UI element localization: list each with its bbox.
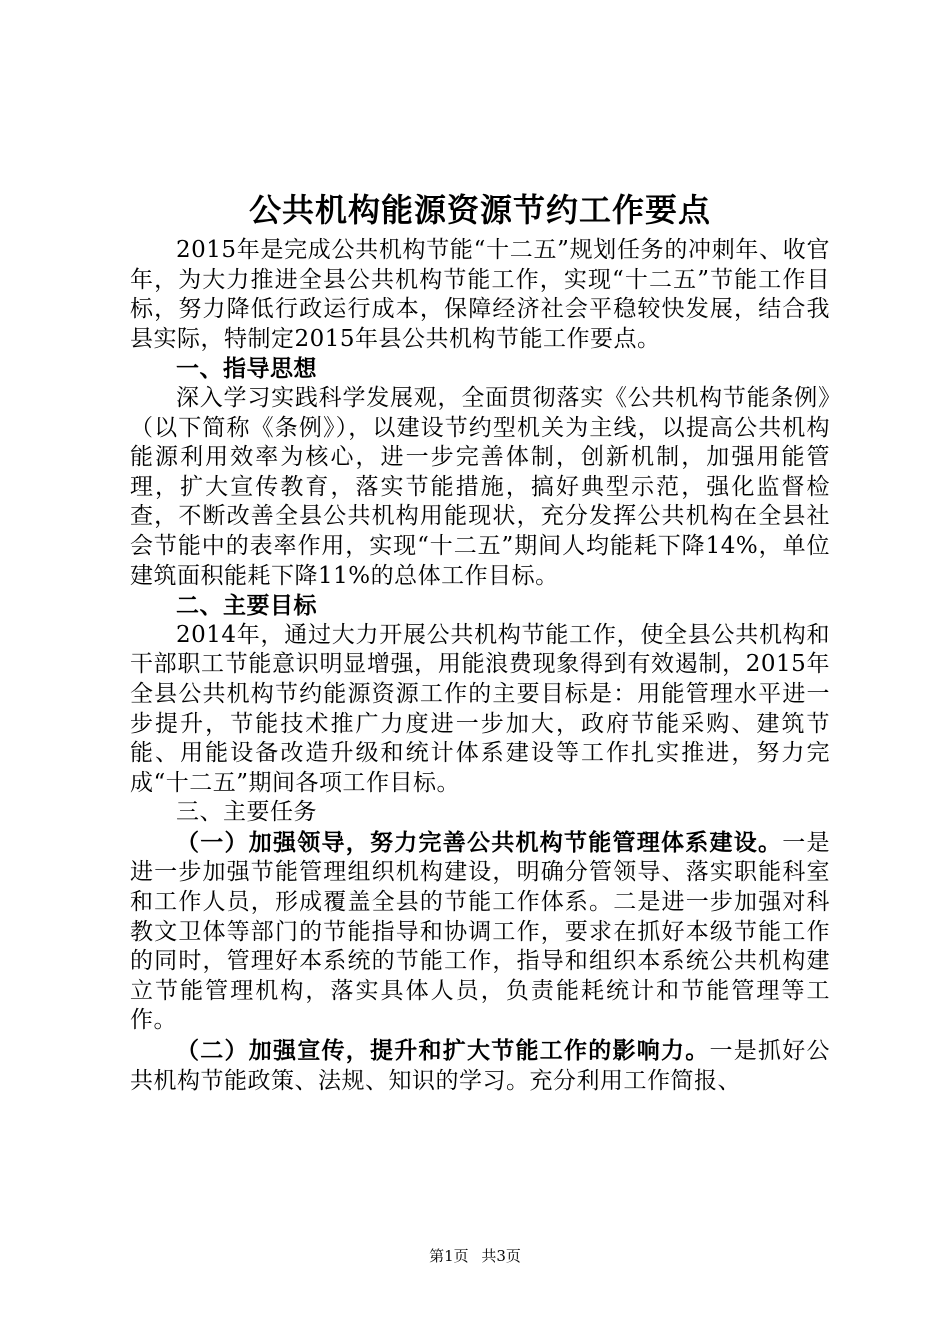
task-item-1-title: （一）加强领导，努力完善公共机构节能管理体系建设。: [176, 828, 783, 856]
section-heading-guiding-ideology: 一、指导思想: [176, 355, 317, 383]
document-title: 公共机构能源资源节约工作要点: [248, 191, 711, 229]
page-number: 第1页: [429, 1247, 469, 1265]
task-item-2-title: （二）加强宣传，提升和扩大节能工作的影响力。: [176, 1037, 710, 1065]
page-total: 共3页: [481, 1247, 521, 1265]
section-body-guiding-ideology: 深入学习实践科学发展观，全面贯彻落实《公共机构节能条例》（以下简称《条例》），以建设节约型机关为主线，以提高公共机构能源利用效率为核心，进一步完善体制，创新机制，加强用能管理，扩大宣传教育，落实节能措施，搞好典型示范，强化监督检查，不断改善全县公共机构用能现状，充分发挥公共机构在全县社会节能中的表率作用，实现“十二五”期间人均能耗下降14%，单位建筑面积能耗下降11%的总体工作目标。: [130, 384, 830, 589]
page-footer: [0, 1245, 950, 1266]
task-item-1: [130, 828, 830, 1036]
intro-paragraph: 2015年是完成公共机构节能“十二五”规划任务的冲刺年、收官年，为大力推进全县公共机构节能工作，实现“十二五”节能工作目标，努力降低行政运行成本，保障经济社会平稳较快发展，结合我县实际，特制定2015年县公共机构节能工作要点。: [130, 237, 830, 352]
task-item-1-body: 一是进一步加强节能管理组织机构建设，明确分管领导、落实职能科室和工作人员，形成覆盖全县的节能工作体系。二是进一步加强对科教文卫体等部门的节能指导和协调工作，要求在抓好本级节能工作的同时，管理好本系统的节能工作，指导和组织本系统公共机构建立节能管理机构，落实具体人员，负责能耗统计和节能管理等工作。: [130, 829, 830, 1034]
section-heading-main-tasks: 三、主要任务: [176, 799, 317, 826]
task-item-2-body: 一是抓好公共机构节能政策、法规、知识的学习。充分利用工作简报、: [130, 1038, 830, 1094]
section-heading-main-goals: 二、主要目标: [176, 592, 317, 620]
task-item-2: [130, 1036, 830, 1096]
document-content: [130, 185, 830, 1096]
section-body-main-goals: 2014年，通过大力开展公共机构节能工作，使全县公共机构和干部职工节能意识明显增强，用能浪费现象得到有效遏制，2015年全县公共机构节约能源资源工作的主要目标是：用能管理水平进一步提升，节能技术推广力度进一步加大，政府节能采购、建筑节能、用能设备改造升级和统计体系建设等工作扎实推进，努力完成“十二五”期间各项工作目标。: [130, 621, 830, 796]
